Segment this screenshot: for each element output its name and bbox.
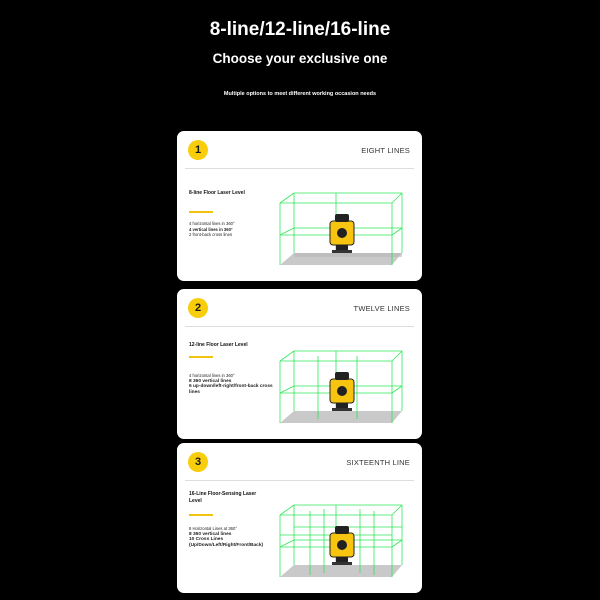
feature-item: 4 horizontal lines in 360° — [189, 221, 235, 226]
number-badge: 3 — [188, 452, 208, 472]
card-label: TWELVE LINES — [353, 304, 410, 313]
card-label: SIXTEENTH LINE — [346, 458, 410, 467]
option-card-eight-lines — [177, 131, 422, 281]
feature-list — [189, 526, 273, 548]
number-badge: 1 — [188, 140, 208, 160]
page-title: 8-line/12-line/16-line — [209, 19, 391, 40]
feature-item: 8 360 vertical lines — [189, 378, 232, 384]
option-card-twelve-lines — [177, 289, 422, 439]
laser-room-illustration — [272, 485, 417, 585]
accent-line — [189, 356, 213, 358]
divider — [185, 168, 414, 169]
card-label: EIGHT LINES — [361, 146, 410, 155]
laser-level-device-icon — [330, 214, 354, 253]
feature-item: 8 Horizontal Lines at 360° — [189, 526, 237, 531]
feature-list — [189, 373, 273, 395]
laser-level-device-icon — [330, 526, 354, 565]
feature-item: 4 vertical lines in 360° — [189, 226, 233, 232]
product-title: 8-line Floor Laser Level — [189, 190, 245, 196]
laser-room-illustration — [272, 173, 417, 273]
laser-level-device-icon — [330, 372, 354, 411]
feature-item: 8 360 vertical lines — [189, 531, 232, 537]
divider — [185, 326, 414, 327]
feature-item: 2 front-back cross lines — [189, 232, 233, 238]
page-subtitle: Choose your exclusive one — [212, 51, 388, 66]
accent-line — [189, 514, 213, 516]
page-tagline: Multiple options to meet different working occasion needs — [223, 91, 377, 97]
product-title: 12-line Floor Laser Level — [189, 342, 248, 348]
feature-item: 10 Cross Lines (Up/Down/Left/Right/Front/Back) — [189, 537, 264, 548]
feature-item: 4 horizontal lines in 360° — [189, 373, 235, 378]
feature-item: 6 up-down/left-right/front-back cross lines — [189, 384, 273, 395]
product-title: 16-Line Floor-Sensing Laser Level — [189, 491, 257, 504]
option-card-sixteen-lines — [177, 443, 422, 593]
laser-room-illustration — [272, 331, 417, 431]
accent-line — [189, 211, 213, 213]
divider — [185, 480, 414, 481]
number-badge: 2 — [188, 298, 208, 318]
feature-list — [189, 221, 273, 238]
